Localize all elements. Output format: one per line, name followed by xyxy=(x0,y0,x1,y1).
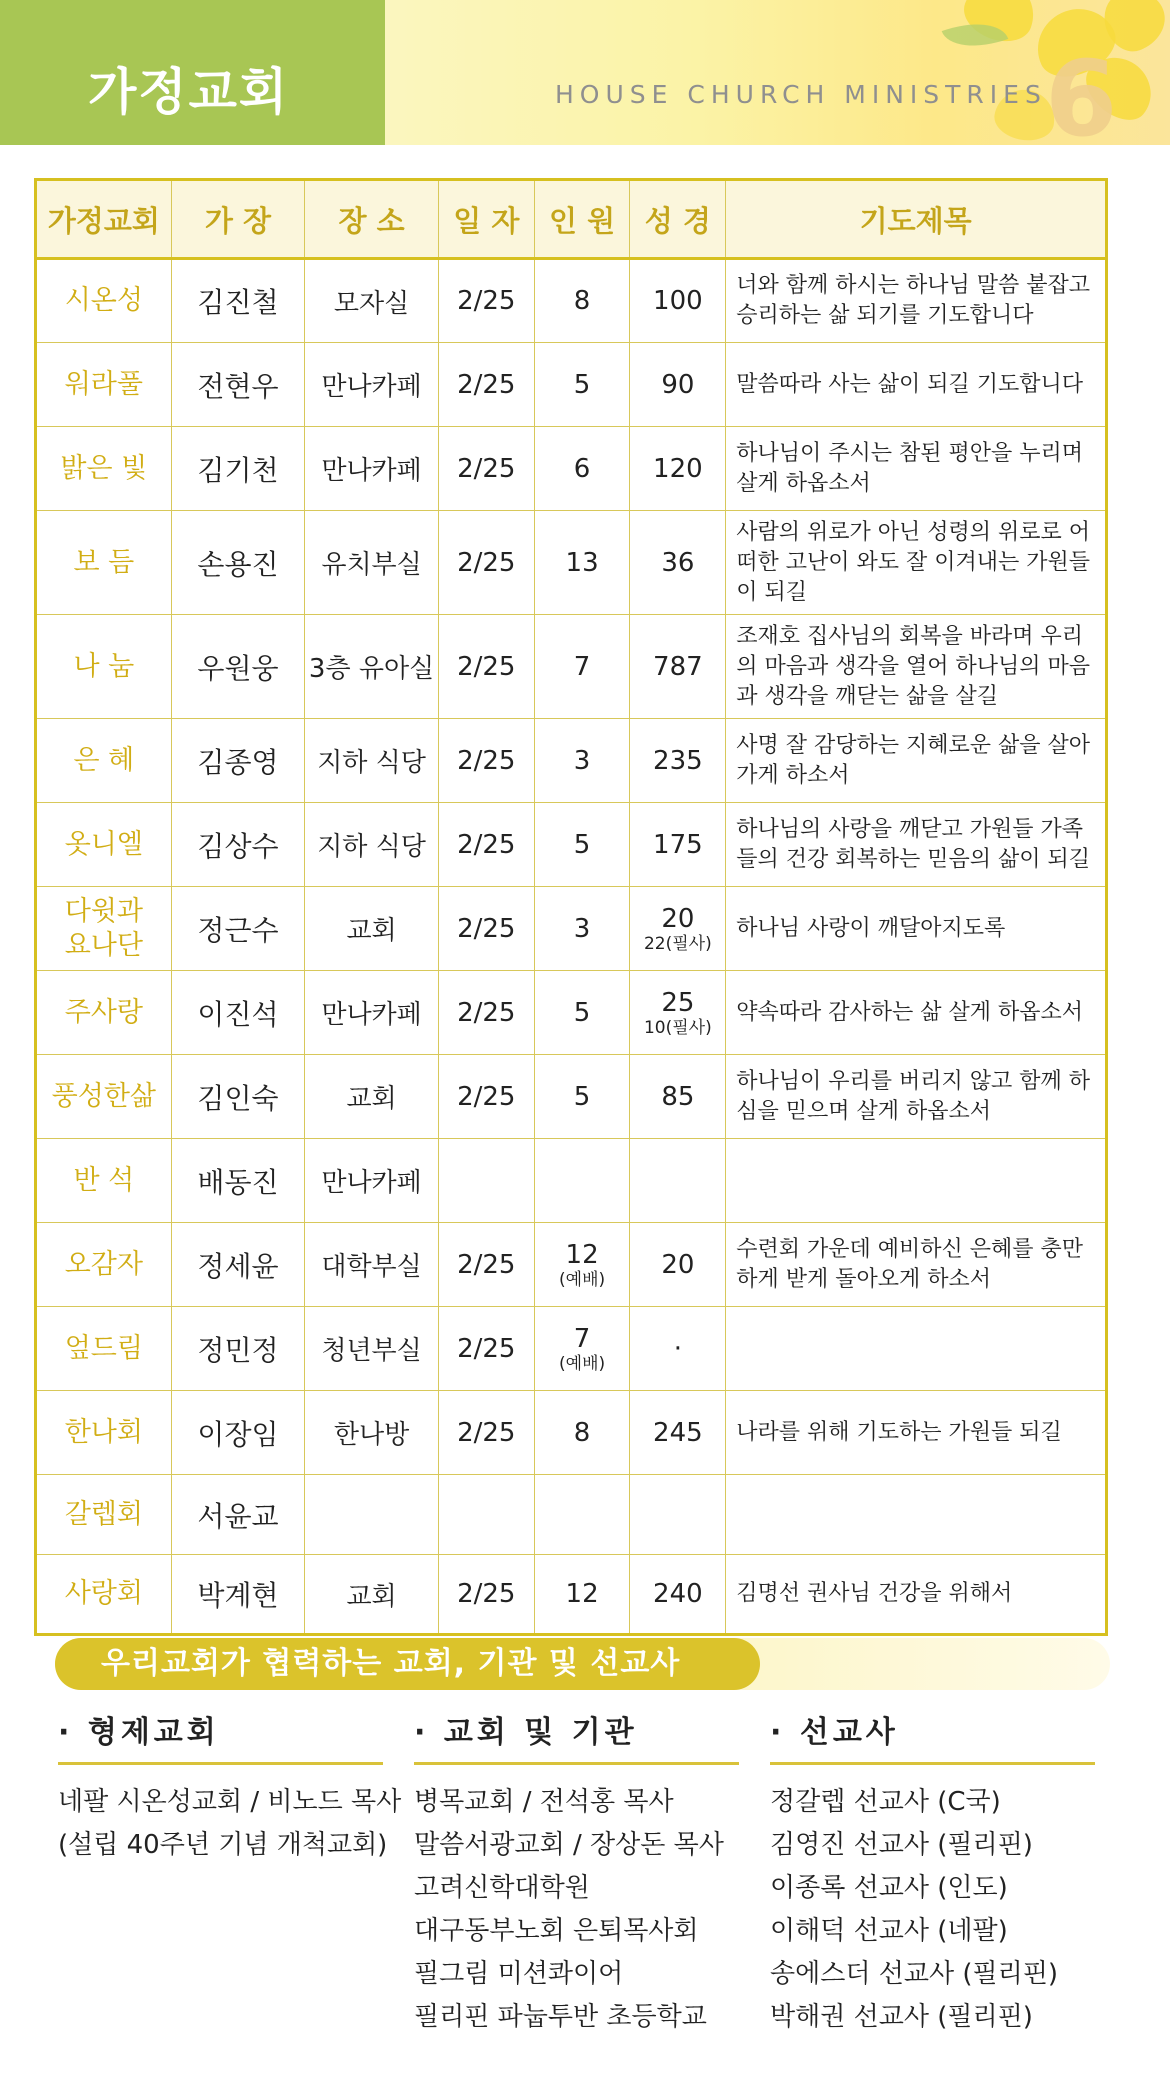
bible-reading-cell xyxy=(630,259,726,343)
list-item: 박해권 선교사 (필리핀) xyxy=(770,2002,1033,2032)
leader-value: 전현우 xyxy=(197,369,279,403)
date-value: 2/25 xyxy=(457,1579,516,1609)
leader-cell xyxy=(171,511,305,615)
leader-cell xyxy=(171,719,305,803)
date-cell xyxy=(438,511,534,615)
date-value: 2/25 xyxy=(457,651,516,682)
prayer-topic-cell xyxy=(726,887,1107,971)
leader-cell xyxy=(171,427,305,511)
prayer-topic-value: 하나님이 우리를 버리지 않고 함께 하심을 믿으며 살게 하옵소서 xyxy=(736,1068,1091,1124)
table-row xyxy=(36,887,1107,971)
attendance-value: 3 xyxy=(573,913,591,944)
prayer-topic-cell xyxy=(726,259,1107,343)
list-item: 정갈렙 선교사 (C국) xyxy=(770,1787,1001,1817)
table-row xyxy=(36,719,1107,803)
bible-reading-cell xyxy=(630,1055,726,1139)
church-name-value: 시온성 xyxy=(64,285,143,316)
attendance-cell xyxy=(534,427,630,511)
column-header: 인 원 xyxy=(534,180,630,259)
prayer-topic-cell xyxy=(726,1139,1107,1223)
attendance-cell xyxy=(534,887,630,971)
date-value: 2/25 xyxy=(457,829,516,860)
attendance-value: 3 xyxy=(573,745,591,776)
leader-value: 손용진 xyxy=(197,547,279,581)
attendance-cell xyxy=(534,1139,630,1223)
place-value: 교회 xyxy=(346,1581,397,1612)
column-header: 가정교회 xyxy=(36,180,172,259)
church-name-cell xyxy=(36,971,172,1055)
bible-reading-value: 90 xyxy=(661,369,695,400)
place-value: 만나카페 xyxy=(321,1000,422,1030)
list-item: 대구동부노회 은퇴목사회 xyxy=(414,1916,699,1946)
attendance-cell xyxy=(534,1555,630,1635)
table-row xyxy=(36,1555,1107,1635)
place-value: 교회 xyxy=(346,916,397,946)
date-cell xyxy=(438,1223,534,1307)
church-name-value: 풍성한삶 xyxy=(51,1080,156,1112)
leader-value: 정민정 xyxy=(197,1333,279,1367)
bible-reading-cell xyxy=(630,615,726,719)
table-row xyxy=(36,427,1107,511)
date-cell xyxy=(438,1055,534,1139)
date-cell xyxy=(438,1139,534,1223)
prayer-topic-value: 사명 잘 감당하는 지혜로운 삶을 살아가게 하소서 xyxy=(736,732,1091,788)
church-name-cell xyxy=(36,427,172,511)
attendance-cell xyxy=(534,1391,630,1475)
attendance-note: (예배) xyxy=(559,1353,606,1374)
place-value: 한나방 xyxy=(333,1420,410,1450)
date-value: 2/25 xyxy=(457,1249,516,1280)
attendance-value: 6 xyxy=(573,453,591,484)
prayer-topic-cell xyxy=(726,1555,1107,1635)
prayer-topic-cell xyxy=(726,971,1107,1055)
place-value: 대학부실 xyxy=(321,1252,422,1282)
church-name-value: 밝은 빛 xyxy=(60,452,148,484)
bible-reading-cell xyxy=(630,1391,726,1475)
prayer-topic-cell xyxy=(726,803,1107,887)
page-header xyxy=(0,0,1170,160)
table-row xyxy=(36,1223,1107,1307)
church-name-cell xyxy=(36,719,172,803)
page-title: 가정교회 xyxy=(88,63,290,121)
attendance-value: 7 xyxy=(573,651,591,682)
prayer-topic-value: 말씀따라 사는 삶이 되길 기도합니다 xyxy=(736,371,1084,397)
date-cell xyxy=(438,615,534,719)
church-name-cell xyxy=(36,259,172,343)
section-title: · 형제교회 xyxy=(58,1715,220,1750)
section-divider xyxy=(770,1762,1095,1765)
leader-value: 서윤교 xyxy=(197,1499,279,1533)
date-cell xyxy=(438,1391,534,1475)
date-cell xyxy=(438,887,534,971)
church-name-value: 엎드림 xyxy=(64,1332,143,1364)
date-value: 2/25 xyxy=(457,1417,516,1448)
prayer-topic-cell xyxy=(726,1307,1107,1391)
date-cell xyxy=(438,1475,534,1555)
attendance-value: 5 xyxy=(573,1081,591,1112)
leader-cell xyxy=(171,1139,305,1223)
page-subtitle: HOUSE CHURCH MINISTRIES xyxy=(555,80,1047,109)
list-item: 네팔 시온성교회 / 비노드 목사 xyxy=(58,1787,402,1817)
column-header: 성 경 xyxy=(630,180,726,259)
attendance-value: 8 xyxy=(573,286,591,316)
leader-value: 박계현 xyxy=(197,1579,279,1612)
church-name-value: 한나회 xyxy=(64,1416,143,1448)
church-name-cell xyxy=(36,615,172,719)
leader-value: 이진석 xyxy=(197,997,279,1031)
prayer-topic-value: 사람의 위로가 아닌 성령의 위로로 어떠한 고난이 와도 잘 이겨내는 가원들이 되길 xyxy=(736,519,1091,605)
attendance-value: 7 xyxy=(573,1323,591,1354)
place-value: 3층 유아실 xyxy=(308,654,435,684)
church-name-value: 은 혜 xyxy=(73,744,135,776)
bible-reading-note: 10(필사) xyxy=(643,1017,712,1038)
church-name-value: 워라풀 xyxy=(64,368,143,400)
leader-cell xyxy=(171,1555,305,1635)
place-cell xyxy=(305,343,439,427)
date-value: 2/25 xyxy=(457,997,516,1028)
prayer-topic-cell xyxy=(726,343,1107,427)
church-name-value: 사랑회 xyxy=(64,1578,143,1609)
church-name-value: 반 석 xyxy=(73,1164,135,1196)
leader-value: 김인숙 xyxy=(197,1081,279,1115)
bible-reading-cell xyxy=(630,1307,726,1391)
prayer-topic-value: 나라를 위해 기도하는 가원들 되길 xyxy=(736,1419,1062,1445)
date-value: 2/25 xyxy=(457,913,516,944)
leader-cell xyxy=(171,1223,305,1307)
place-value: 모자실 xyxy=(333,288,410,319)
table-row xyxy=(36,803,1107,887)
attendance-cell xyxy=(534,1055,630,1139)
church-name-cell xyxy=(36,887,172,971)
list-item: 병목교회 / 전석홍 목사 xyxy=(414,1787,674,1817)
leader-value: 정근수 xyxy=(197,913,279,947)
church-name-cell xyxy=(36,1475,172,1555)
leader-cell xyxy=(171,1055,305,1139)
place-value: 유치부실 xyxy=(321,550,422,580)
section-title: · 선교사 xyxy=(770,1715,899,1750)
bible-reading-value: 25 xyxy=(661,987,695,1018)
prayer-topic-value: 하나님이 주시는 참된 평안을 누리며 살게 하옵소서 xyxy=(736,440,1084,496)
church-name-cell xyxy=(36,1555,172,1635)
section-divider xyxy=(414,1762,739,1765)
table-row xyxy=(36,343,1107,427)
prayer-topic-cell xyxy=(726,719,1107,803)
leader-value: 우원웅 xyxy=(197,651,279,685)
table-row xyxy=(36,259,1107,343)
place-cell xyxy=(305,427,439,511)
church-name-cell xyxy=(36,343,172,427)
leader-value: 김기천 xyxy=(197,453,279,487)
prayer-topic-cell xyxy=(726,615,1107,719)
table-row xyxy=(36,615,1107,719)
leader-value: 김종영 xyxy=(197,745,279,779)
place-cell xyxy=(305,1475,439,1555)
date-value: 2/25 xyxy=(457,745,516,776)
date-cell xyxy=(438,343,534,427)
church-name-value: 나 눔 xyxy=(73,650,135,682)
leader-value: 정세윤 xyxy=(197,1249,279,1283)
church-name-cell xyxy=(36,1055,172,1139)
table-header-row xyxy=(36,180,1107,259)
attendance-value: 5 xyxy=(573,997,591,1028)
attendance-cell xyxy=(534,343,630,427)
bible-reading-cell xyxy=(630,719,726,803)
attendance-cell xyxy=(534,1223,630,1307)
column-header: 가 장 xyxy=(171,180,305,259)
bible-reading-cell xyxy=(630,803,726,887)
prayer-topic-cell xyxy=(726,1391,1107,1475)
list-item: 필리핀 파눕투반 초등학교 xyxy=(414,2002,707,2032)
list-item: 이종록 선교사 (인도) xyxy=(770,1873,1008,1903)
place-cell xyxy=(305,1391,439,1475)
place-cell xyxy=(305,511,439,615)
attendance-cell xyxy=(534,511,630,615)
bible-reading-cell xyxy=(630,511,726,615)
date-cell xyxy=(438,1555,534,1635)
date-cell xyxy=(438,803,534,887)
place-cell xyxy=(305,719,439,803)
attendance-value: 8 xyxy=(573,1417,591,1448)
attendance-cell xyxy=(534,1475,630,1555)
place-cell xyxy=(305,1555,439,1635)
date-value: 2/25 xyxy=(457,453,516,484)
leader-cell xyxy=(171,1391,305,1475)
bible-reading-value: 85 xyxy=(661,1081,695,1112)
place-cell xyxy=(305,615,439,719)
list-item: 필그림 미션콰이어 xyxy=(414,1959,624,1989)
table-body xyxy=(36,259,1107,1635)
bible-reading-cell xyxy=(630,971,726,1055)
list-item: 이해덕 선교사 (네팔) xyxy=(770,1916,1008,1946)
prayer-topic-value: 수련회 가운데 예비하신 은혜를 충만하게 받게 돌아오게 하소서 xyxy=(736,1236,1084,1292)
place-cell xyxy=(305,1307,439,1391)
bible-reading-cell xyxy=(630,343,726,427)
brother-churches-list xyxy=(58,1781,402,1867)
list-item: 김영진 선교사 (필리핀) xyxy=(770,1830,1033,1860)
bible-reading-value: 235 xyxy=(653,745,703,776)
place-value: 지하 식당 xyxy=(317,748,426,778)
table-row xyxy=(36,1139,1107,1223)
place-value: 만나카페 xyxy=(321,456,422,486)
bible-reading-value: 175 xyxy=(653,829,703,860)
church-name-cell xyxy=(36,1307,172,1391)
page-number: 6 xyxy=(1045,38,1118,160)
partners-banner: 우리교회가 협력하는 교회, 기관 및 선교사 xyxy=(55,1638,760,1690)
attendance-cell xyxy=(534,259,630,343)
place-value: 청년부실 xyxy=(321,1336,422,1366)
prayer-topic-cell xyxy=(726,1223,1107,1307)
table-row xyxy=(36,1055,1107,1139)
bible-reading-cell xyxy=(630,1555,726,1635)
attendance-value: 12 xyxy=(565,1239,599,1270)
leader-value: 김상수 xyxy=(197,829,279,863)
table-row xyxy=(36,1307,1107,1391)
prayer-topic-value: 조재호 집사님의 회복을 바라며 우리의 마음과 생각을 열어 하나님의 마음과 생각을 깨닫는 삶을 살길 xyxy=(736,623,1091,709)
date-value: 2/25 xyxy=(457,547,516,578)
house-church-table xyxy=(34,178,1108,1636)
date-cell xyxy=(438,1307,534,1391)
church-name-value: 주사랑 xyxy=(64,996,143,1028)
place-cell xyxy=(305,971,439,1055)
attendance-value: 5 xyxy=(573,369,591,400)
bible-reading-value: 20 xyxy=(661,1249,695,1280)
missionaries-section xyxy=(770,1710,1095,2039)
bible-reading-cell xyxy=(630,1139,726,1223)
list-item: 고려신학대학원 xyxy=(414,1873,590,1903)
section-title: · 교회 및 기관 xyxy=(414,1715,638,1750)
attendance-value: 5 xyxy=(573,829,591,860)
place-value: 만나카페 xyxy=(321,1168,422,1198)
date-value: 2/25 xyxy=(457,369,516,400)
prayer-topic-value: 너와 함께 하시는 하나님 말씀 붙잡고 승리하는 삶 되기를 기도합니다 xyxy=(736,273,1091,328)
church-name-cell xyxy=(36,1139,172,1223)
institutions-section xyxy=(414,1710,739,2039)
leader-cell xyxy=(171,615,305,719)
column-header: 장 소 xyxy=(305,180,439,259)
missionaries-list xyxy=(770,1781,1095,2039)
prayer-topic-cell xyxy=(726,427,1107,511)
attendance-cell xyxy=(534,1307,630,1391)
bible-reading-value: 100 xyxy=(653,286,703,316)
place-value: 지하 식당 xyxy=(317,832,426,862)
date-cell xyxy=(438,971,534,1055)
section-divider xyxy=(58,1762,383,1765)
place-cell xyxy=(305,259,439,343)
prayer-topic-value: 약속따라 감사하는 삶 살게 하옵소서 xyxy=(736,999,1084,1025)
prayer-topic-value: 하나님 사랑이 깨달아지도록 xyxy=(736,915,1006,941)
church-name-cell xyxy=(36,1391,172,1475)
attendance-note: (예배) xyxy=(559,1269,606,1290)
prayer-topic-cell xyxy=(726,1475,1107,1555)
bible-reading-cell xyxy=(630,887,726,971)
table-row xyxy=(36,511,1107,615)
leader-value: 배동진 xyxy=(197,1165,279,1199)
leader-value: 김진철 xyxy=(197,286,279,319)
prayer-topic-value: 김명선 권사님 건강을 위해서 xyxy=(736,1581,1013,1606)
place-cell xyxy=(305,887,439,971)
column-header: 일 자 xyxy=(438,180,534,259)
attendance-cell xyxy=(534,971,630,1055)
date-value: 2/25 xyxy=(457,1333,516,1364)
date-cell xyxy=(438,259,534,343)
church-name-value: 보 듬 xyxy=(73,546,135,578)
attendance-value: 13 xyxy=(565,547,599,578)
prayer-topic-value: 하나님의 사랑을 깨닫고 가원들 가족들의 건강 회복하는 믿음의 삶이 되길 xyxy=(736,816,1091,872)
institutions-list xyxy=(414,1781,739,2039)
place-value: 교회 xyxy=(346,1084,397,1114)
list-item: 말씀서광교회 / 장상돈 목사 xyxy=(414,1830,724,1860)
prayer-topic-cell xyxy=(726,511,1107,615)
bible-reading-value: 245 xyxy=(653,1417,703,1448)
church-name-cell xyxy=(36,803,172,887)
prayer-topic-cell xyxy=(726,1055,1107,1139)
leader-cell xyxy=(171,259,305,343)
date-value: 2/25 xyxy=(457,286,516,316)
leader-cell xyxy=(171,803,305,887)
leader-value: 이장임 xyxy=(197,1417,279,1451)
bible-reading-value: 36 xyxy=(661,547,695,578)
table-row xyxy=(36,971,1107,1055)
bible-reading-value: 120 xyxy=(653,453,703,484)
table-row xyxy=(36,1475,1107,1555)
list-item: (설립 40주년 기념 개척교회) xyxy=(58,1830,388,1860)
attendance-cell xyxy=(534,719,630,803)
attendance-cell xyxy=(534,803,630,887)
place-cell xyxy=(305,1223,439,1307)
church-name-value: 오감자 xyxy=(64,1248,143,1280)
place-cell xyxy=(305,1139,439,1223)
bible-reading-value: · xyxy=(673,1333,682,1364)
place-cell xyxy=(305,803,439,887)
date-value: 2/25 xyxy=(457,1081,516,1112)
attendance-cell xyxy=(534,615,630,719)
date-cell xyxy=(438,427,534,511)
table-row xyxy=(36,1391,1107,1475)
place-value: 만나카페 xyxy=(321,372,422,402)
place-cell xyxy=(305,1055,439,1139)
bible-reading-value: 240 xyxy=(653,1579,703,1609)
bible-reading-cell xyxy=(630,427,726,511)
church-name-cell xyxy=(36,511,172,615)
bible-reading-cell xyxy=(630,1475,726,1555)
bible-reading-cell xyxy=(630,1223,726,1307)
leader-cell xyxy=(171,1307,305,1391)
church-name-value: 옷니엘 xyxy=(64,828,143,860)
church-name-value: 다윗과 요나단 xyxy=(64,895,143,961)
leader-cell xyxy=(171,343,305,427)
church-name-cell xyxy=(36,1223,172,1307)
leader-cell xyxy=(171,971,305,1055)
leader-cell xyxy=(171,1475,305,1555)
bible-reading-value: 787 xyxy=(653,651,703,682)
brother-churches-section xyxy=(58,1710,402,1867)
date-cell xyxy=(438,719,534,803)
leader-cell xyxy=(171,887,305,971)
church-name-value: 갈렙회 xyxy=(64,1498,143,1530)
list-item: 송에스더 선교사 (필리핀) xyxy=(770,1959,1058,1989)
attendance-value: 12 xyxy=(565,1579,599,1609)
column-header: 기도제목 xyxy=(726,180,1107,259)
bible-reading-note: 22(필사) xyxy=(643,933,712,954)
bible-reading-value: 20 xyxy=(661,903,695,934)
